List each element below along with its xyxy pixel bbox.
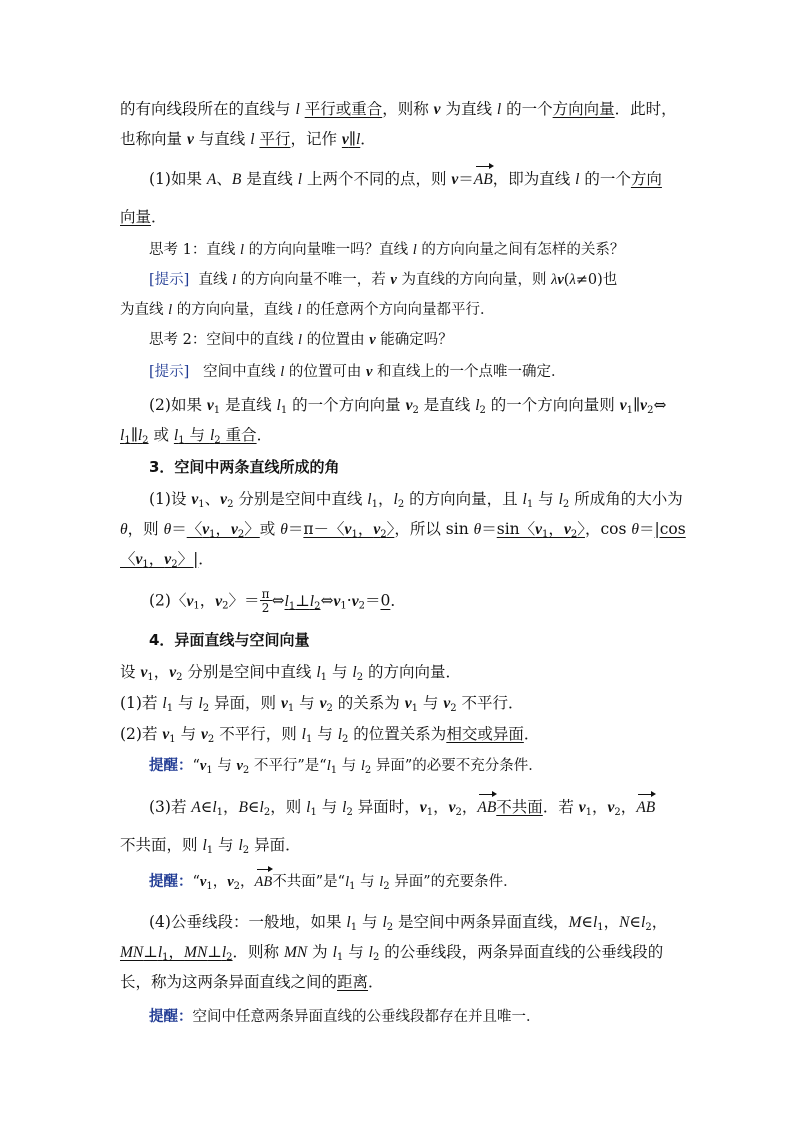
para-2-line-2: $l_1\parallel l_2$ 或 $l_1$ 与 $l_2$ 重合． — [120, 426, 273, 446]
hint-tag: [提示] — [149, 272, 190, 288]
tip-tag: 提醒： — [149, 1008, 193, 1025]
line-4: 向量． — [120, 208, 167, 226]
para-4-line-7: $MN\perp l_1$，$MN\perp l_2$．则称 MN 为 $l_1$ 与 $l_2$ 的公垂线段，两条异面直线的公垂线段的 — [120, 943, 664, 963]
para-4-line-1: 设 $v_1$，$v_2$ 分别是空间中直线 $l_1$ 与 $l_2$ 的方向向量． — [120, 663, 462, 683]
para-2-line-1: (2)如果 $v_1$ 是直线 $l_1$ 的一个方向向量 $v_2$ 是直线 $l_2$ 的一个方向向量则 $v_1\parallel v_2\Leftrightarrow$ — [149, 396, 667, 416]
tip-tag: 提醒： — [149, 757, 193, 774]
hint-2: [提示] 空间中直线 l 的位置可由 v 和直线上的一个点唯一确定． — [149, 364, 566, 380]
para-3-line-2: θ，则 θ＝〈$v_1$，$v_2$〉或 θ＝π－〈$v_1$，$v_2$〉，所以 sin θ＝sin〈$v_1$，$v_2$〉，cos θ＝|cos — [120, 520, 686, 540]
think-2: 思考 2：空间中的直线 l 的位置由 v 能确定吗？ — [149, 332, 453, 348]
hint-1-line-1: [提示] 直线 l 的方向向量不唯一，若 v 为直线的方向向量，则 λv(λ≠0)也 — [149, 272, 618, 288]
section-heading-4: 4．异面直线与空间向量 — [149, 631, 310, 649]
think-1: 思考 1：直线 l 的方向向量唯一吗？直线 l 的方向向量之间有怎样的关系？ — [149, 242, 625, 258]
hint-1-line-2: 为直线 l 的方向向量，直线 l 的任意两个方向向量都平行． — [120, 302, 495, 318]
para-4-line-8: 长，称为这两条异面直线之间的距离． — [120, 973, 384, 991]
para-3-line-3: 〈$v_1$，$v_2$〉|． — [120, 550, 214, 570]
tip-tag: 提醒： — [149, 873, 193, 890]
tip-3: 提醒：空间中任意两条异面直线的公垂线段都存在并且唯一． — [149, 1008, 541, 1025]
para-4-line-4: (3)若 $A\in l_1$，$B\in l_2$，则 $l_1$ 与 $l_2$ 异面时，$v_1$，$v_2$，AB不共面．若 $v_1$，$v_2$，AB — [149, 795, 655, 825]
line-3: (1)如果 A、B 是直线 l 上两个不同的点，则 v＝AB，即为直线 l 的一个方向 — [149, 167, 662, 192]
tip-1: 提醒：“$v_1$ 与 $v_2$ 不平行”是“$l_1$ 与 $l_2$ 异面”的必要不充分条件． — [149, 757, 543, 776]
para-4-line-3: (2)若 $v_1$ 与 $v_2$ 不平行，则 $l_1$ 与 $l_2$ 的位置关系为相交或异面． — [120, 725, 540, 745]
line-2: 也称向量 v 与直线 l 平行，记作 v∥l． — [120, 130, 376, 148]
hint-tag: [提示] — [149, 364, 190, 380]
para-4-line-5: 不共面，则 $l_1$ 与 $l_2$ 异面． — [120, 836, 301, 856]
para-3-line-4: (2)〈$v_1$，$v_2$〉＝ $\frac{\pi}{2}$ $\Leftrightarrow l_1\perp l_2\Leftrightarrow v_1\cdot v_2=0$． — [149, 587, 406, 615]
section-heading-3: 3．空间中两条直线所成的角 — [149, 458, 340, 476]
para-3-line-1: (1)设 $v_1$、$v_2$ 分别是空间中直线 $l_1$，$l_2$ 的方向向量，且 $l_1$ 与 $l_2$ 所成角的大小为 — [149, 490, 683, 510]
para-4-line-6: (4)公垂线段：一般地，如果 $l_1$ 与 $l_2$ 是空间中两条异面直线，$M\in l_1$，$N\in l_2$， — [149, 913, 668, 933]
line-1: 的有向线段所在的直线与 l 平行或重合，则称 v 为直线 l 的一个方向向量．此时， — [120, 100, 677, 118]
tip-2: 提醒：“$v_1$，$v_2$，AB不共面”是“$l_1$ 与 $l_2$ 异面”的充要条件． — [149, 870, 518, 899]
para-4-line-2: (1)若 $l_1$ 与 $l_2$ 异面，则 $v_1$ 与 $v_2$ 的关系为 $v_1$ 与 $v_2$ 不平行． — [120, 694, 524, 714]
